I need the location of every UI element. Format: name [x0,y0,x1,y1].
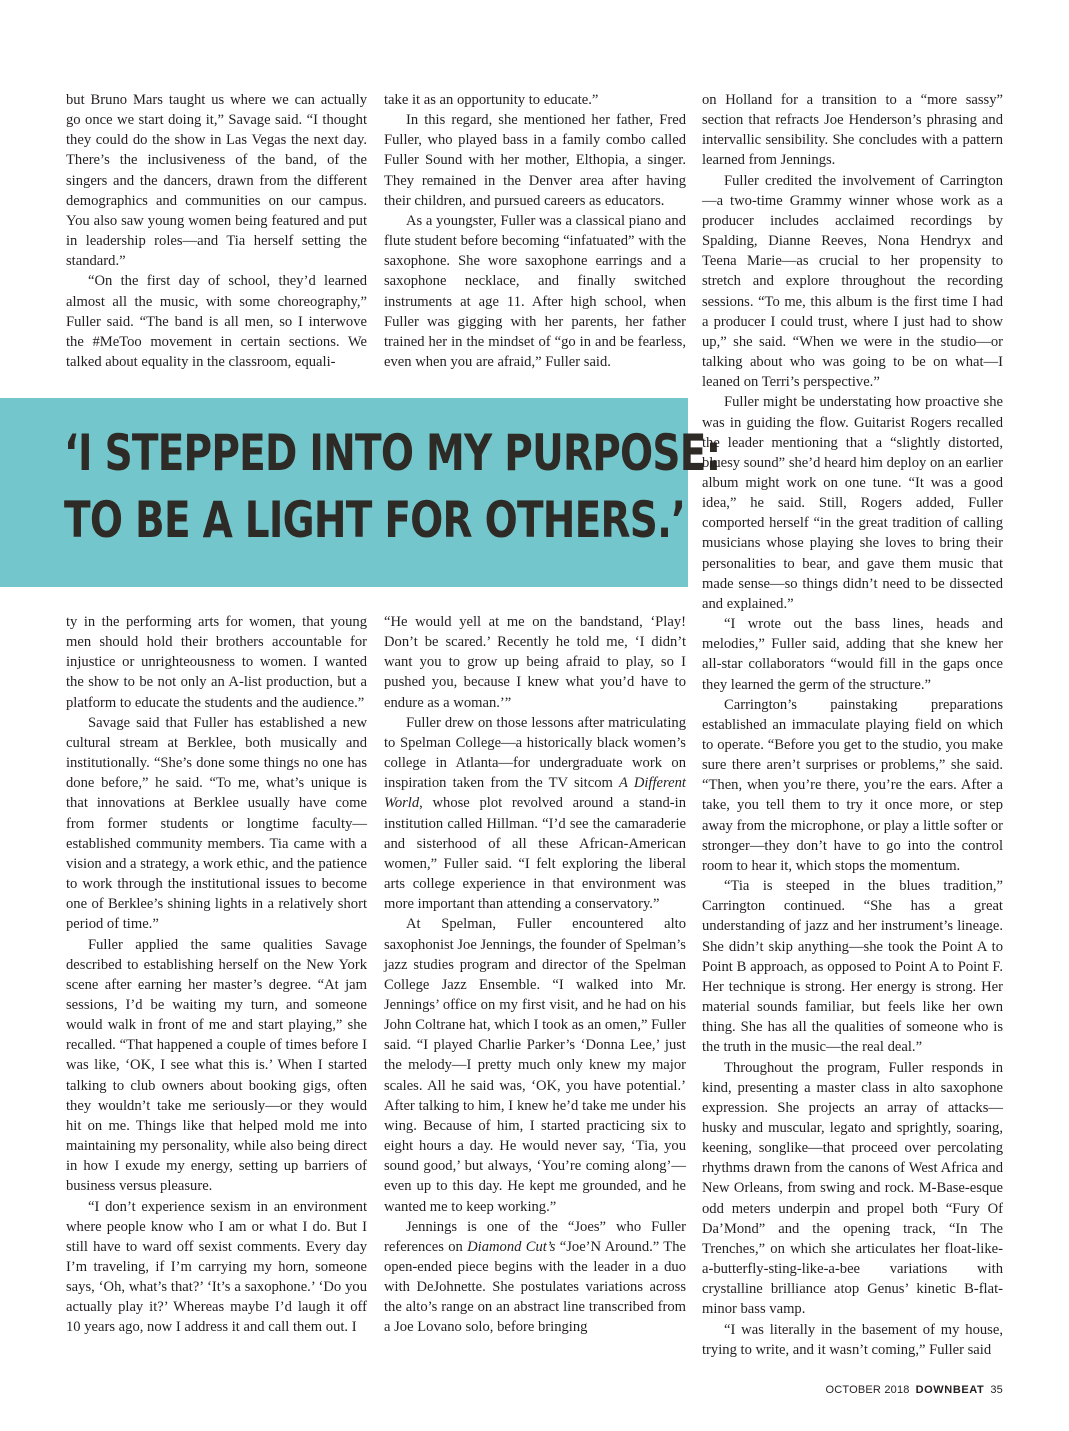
page-footer [825,1384,1003,1396]
paragraph: “Tia is steeped in the blues tradition,” Carrington continued. “She has a great understanding of jazz and her instrument’s lineage. She didn’t skip anything—she took the Point A to Point B approach, as opposed to Point A to Point F. Her technique is strong. Her energy is strong. Her material sounds familiar, but feels like her own thing. She has all the qualities of someone who is the truth in the music—the real deal.” [702,878,1003,1056]
column-1-top [66,90,367,372]
paragraph: Savage said that Fuller has established a new cultural stream at Berklee, both musically and institutionally. “She’s done some things no one has done before,” he said. “To me, what’s unique is that innovations at Berklee usually have come from former students or longtime faculty—established community members. Tia came with a vision and a strategy, a work ethic, and the patience to work through the institutional issues to become one of Berklee’s shining lights in a relatively short period of time.” [66,714,367,933]
paragraph: “I don’t experience sexism in an environment where people know who I am or what I do. But I still have to ward off sexist comments. Every day I’m traveling, if I’m carrying my horn, someone says, ‘Oh, what’s that?’ ‘It’s a saxophone.’ ‘Do you actually play it?’ Whereas maybe I’d laugh it off 10 years ago, now I address it and call them out. I [66,1198,367,1336]
paragraph: “I was literally in the basement of my house, trying to write, and it wasn’t coming,” Fuller said [702,1321,1003,1358]
magazine-name: DOWNBEAT [915,1384,985,1396]
paragraph: In this regard, she mentioned her father, Fred Fuller, who played bass in a family combo called Fuller Sound with her mother, Elthopia, a singer. They remained in the Denver area after having their children, and pursued careers as educators. [384,112,686,209]
paragraph: Fuller applied the same qualities Savage described to establishing herself on the New York scene after earning her master’s degree. “At jam sessions, I’d be waiting my turn, and someone would walk in front of me and start playing,” she recalled. “That happened a couple of times before I was like, ‘OK, I see what this is.’ When I started talking to club owners about booking gigs, often they wouldn’t take me seriously—or they would hit on me. Things like that helped mold me into maintaining my personality, while also being direct in how I exude my energy, setting up barriers of business versus pleasure. [66,936,367,1195]
paragraph: ty in the performing arts for women, that young men should hold their brothers accountable for injustice or unrighteousness to women. I wanted the show to be not only an A-list production, but a platform to educate the students and the audience.” [66,614,367,711]
paragraph: on Holland for a transition to a “more sassy” section that refracts Joe Henderson’s phrasing and intervallic sensibility. She concludes with a pattern learned from Jennings. [702,92,1003,169]
column-2-bottom [384,612,686,1338]
paragraph: Carrington’s painstaking preparations established an immaculate playing field on which to operate. “Before you get to the studio, you make sure there aren’t surprises or problems,” she said. “Then, when you’re there, you’re the ears. After a take, you tell them to try it once more, or step away from the microphone, or play a little softer or stronger—they don’t have to go into the control room to hear it, which stops the momentum. [702,696,1003,874]
paragraph: but Bruno Mars taught us where we can actually go once we start doing it,” Savage said. “I thought they could do the show in Las Vegas the next day. There’s the inclusiveness of the band, of the singers and the dancers, drawn from the different demographics and communities on our campus. You also saw young women being featured and put in leadership roles—and Tia herself setting the standard.” [66,92,367,270]
paragraph: Fuller drew on those lessons after matriculating to Spelman College—a historically black women’s college in Atlanta—for undergraduate work on inspiration taken from the TV sitcom A Different World, whose plot revolved around a stand-in institution called Hillman. “I’d see the camaraderie and sisterhood of all these African-American women,” Fuller said. “I felt exploring the liberal arts college experience in that environment was more important than attending a conservatory.” [384,714,686,913]
paragraph: “I wrote out the bass lines, heads and melodies,” Fuller said, adding that she knew her all-star collaborators “would fill in the gaps once they learned the germ of the structure.” [702,616,1003,693]
paragraph: Fuller credited the involvement of Carrington—a two-time Grammy winner whose work as a producer includes acclaimed recordings by Spalding, Dianne Reeves, Nona Hendryx and Teena Marie—as crucial to her propensity to stretch and explore throughout the recording sessions. “To me, this album is the first time I had a producer I could trust, where I just had to show up,” she said. “When we were in the studio—or talking about who was going to be on what—I leaned on Terri’s perspective.” [702,172,1003,391]
column-3 [702,90,1003,1360]
paragraph: take it as an opportunity to educate.” [384,92,599,108]
paragraph: As a youngster, Fuller was a classical piano and flute student before becoming “infatuated” with the saxophone. She wore saxophone earrings and a saxophone necklace, and finally switched instruments at age 11. After high school, when Fuller was gigging with her parents, her father trained her in the mindset of “go in and be fearless, even when you are afraid,” Fuller said. [384,212,686,371]
paragraph: Fuller might be understating how proactive she was in guiding the flow. Guitarist Rogers recalled the leader mentioning that a “slightly distorted, bluesy sound” she’d heard him deploy on an earlier album might work on one tune. “It was a good idea,” he said. Still, Rogers added, Fuller comported herself “in the great tradition of calling musicians whose playing she loves to bring their personalities to bear, and gave them music that made sense—so things didn’t need to be dissected and explained.” [702,394,1003,612]
pull-quote [64,420,721,554]
paragraph: Jennings is one of the “Joes” who Fuller references on Diamond Cut’s “Joe’N Around.” The open-ended piece begins with the leader in a duo with DeJohnette. She postulates variations across the alto’s range on an abstract line transcribed from a Joe Lovano solo, before bringing [384,1218,686,1336]
page-number: 35 [990,1384,1003,1396]
column-2-top [384,90,686,372]
paragraph: At Spelman, Fuller encountered alto saxophonist Joe Jennings, the founder of Spelman’s jazz studies program and director of the Spelman College Jazz Ensemble. “I walked into Mr. Jennings’ office on my first visit, and he had on his John Coltrane hat, which I took as an omen,” Fuller said. “I played Charlie Parker’s ‘Donna Lee,’ just the melody—I pretty much only knew my major scales. All he said was, ‘OK, you have potential.’ After talking to him, I knew he’d take me under his wing. Because of him, I started practicing six to eight hours a day. He would never say, ‘Tia, you sound good,’ but always, ‘You’re coming along’—even up to this day. He kept me grounded, and he wanted me to keep working.” [384,916,686,1215]
paragraph: “On the first day of school, they’d learned almost all the music, with some choreography,” Fuller said. “The band is all men, so I interwove the #MeToo movement in certain sections. We talked about equality in the classroom, equali- [66,273,367,371]
pull-quote-line-2: TO BE A LIGHT FOR OTHERS.’ [64,491,686,549]
column-1-bottom [66,612,367,1338]
paragraph: Throughout the program, Fuller responds in kind, presenting a master class in alto saxophone expression. She projects an array of attacks—husky and muscular, legato and sprightly, soaring, keening, songlike—that proceed over percolating rhythms drawn from the canons of West Africa and New Orleans, from swing and rock. M-Base-esque odd meters underpin and propel both “Fury Of Da’Mond” and the opening track, “In The Trenches,” on which she articulates her float-like-a-butterfly-sting-like-a-bee variations with crystalline brilliance atop Genus’ kinetic B-flat-minor bass vamp. [702,1059,1003,1318]
issue-date: OCTOBER 2018 [825,1384,910,1396]
pull-quote-line-1: ‘I STEPPED INTO MY PURPOSE: [64,424,721,482]
paragraph: “He would yell at me on the bandstand, ‘Play! Don’t be scared.’ Recently he told me, ‘I didn’t want you to grow up being afraid to play, so I pushed you, because I knew what you’d have to endure as a woman.’” [384,614,686,711]
